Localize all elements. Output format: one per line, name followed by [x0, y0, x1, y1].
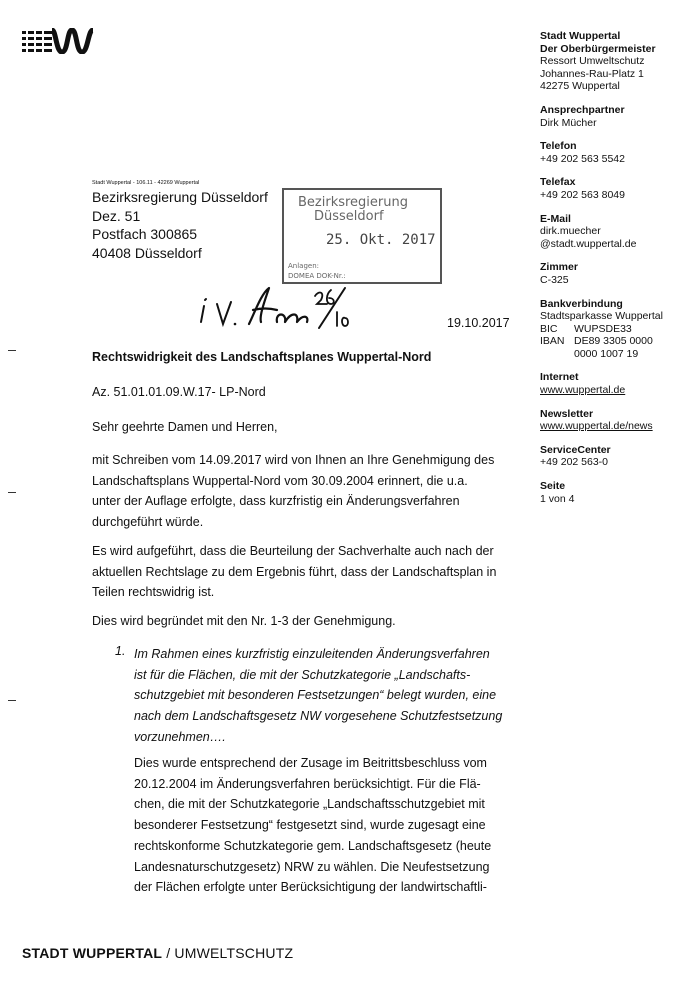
stamp-authority: Bezirksregierung — [298, 195, 408, 210]
text-line: Dies wird begründet mit den Nr. 1-3 der Genehmigung. — [92, 614, 396, 628]
service-block — [540, 444, 690, 469]
org-name: Stadt Wuppertal — [540, 30, 621, 42]
text-line: 20.12.2004 im Änderungsverfahren berücksichtigt. Für die Flä- — [134, 776, 481, 791]
contact-title: Ansprechpartner — [540, 103, 625, 116]
body-paragraph-3 — [92, 611, 396, 632]
bic-value: WUPSDE33 — [574, 322, 632, 335]
email-title: E-Mail — [540, 212, 571, 225]
return-address-line: Stadt Wuppertal - 106.11 - 42269 Wuppertal — [92, 180, 200, 186]
iban-row — [540, 335, 690, 348]
footer-city: STADT WUPPERTAL — [22, 945, 163, 961]
item-1-quote — [134, 644, 502, 748]
iban-row-2 — [540, 348, 690, 361]
newsletter-link[interactable]: www.wuppertal.de/news — [540, 420, 653, 433]
text-line: Es wird aufgeführt, dass die Beurteilung der Sachverhalte auch nach der — [92, 544, 494, 558]
page-value: 1 von 4 — [540, 492, 575, 505]
letter-footer — [22, 945, 293, 961]
item-number: 1. — [115, 644, 126, 658]
org-city: 42275 Wuppertal — [540, 80, 620, 93]
received-stamp — [282, 188, 442, 284]
greeting: Sehr geehrte Damen und Herren, — [92, 420, 278, 434]
item-1-response — [134, 753, 491, 898]
email-block — [540, 213, 690, 251]
phone-value: +49 202 563 5542 — [540, 152, 625, 165]
text-line: der Flächen erfolgte unter Berücksichtigung der landwirtschaftli- — [134, 880, 487, 895]
bank-block — [540, 298, 690, 361]
text-line: unter der Auflage erfolgte, dass kurzfristig ein Änderungsverfahren — [92, 494, 460, 509]
bic-row — [540, 323, 690, 336]
phone-block — [540, 140, 690, 165]
email-value-line-1[interactable]: dirk.muecher — [540, 225, 601, 238]
page-title: Seite — [540, 480, 566, 493]
bank-name: Stadtsparkasse Wuppertal — [540, 310, 663, 323]
letter-date: 19.10.2017 — [447, 316, 510, 330]
recipient-line: Dez. 51 — [92, 207, 141, 224]
stamp-city: Düsseldorf — [314, 209, 384, 224]
contact-block — [540, 104, 690, 129]
contact-value: Dirk Mücher — [540, 116, 597, 129]
recipient-address — [92, 188, 268, 262]
room-block — [540, 261, 690, 286]
bic-label: BIC — [540, 322, 558, 335]
text-line: Im Rahmen eines kurzfristig einzuleitenden Änderungsverfahren — [134, 647, 490, 661]
stamp-attachments: Anlagen: — [288, 262, 320, 270]
stamp-doc-number: DOMEA DOK-Nr.: — [288, 272, 346, 280]
recipient-line: 40408 Düsseldorf — [92, 244, 202, 261]
service-value: +49 202 563-0 — [540, 456, 609, 469]
fold-mark — [8, 350, 16, 351]
internet-block — [540, 371, 690, 396]
org-head: Der Oberbürgermeister — [540, 42, 656, 55]
stamp-date: 25. Okt. 2017 — [326, 232, 436, 248]
text-line: aktuellen Rechtslage zu dem Ergebnis führt, dass der Landschaftsplan in — [92, 564, 497, 579]
text-line: chen, die mit der Schutzkategorie „Landschaftsschutzgebiet mit — [134, 797, 485, 812]
newsletter-title: Newsletter — [540, 407, 594, 420]
letter-subject: Rechtswidrigkeit des Landschaftsplanes Wuppertal-Nord — [92, 350, 432, 364]
footer-separator: / — [162, 945, 175, 961]
room-title: Zimmer — [540, 261, 578, 274]
fax-title: Telefax — [540, 176, 576, 189]
email-value-line-2[interactable]: @stadt.wuppertal.de — [540, 237, 637, 250]
text-line: nach dem Landschaftsgesetz NW vorgesehene Schutzfestsetzung — [134, 709, 503, 724]
text-line: vorzunehmen…. — [134, 729, 226, 744]
iban-value-1: DE89 3305 0000 — [574, 335, 653, 348]
fax-value: +49 202 563 8049 — [540, 188, 625, 201]
text-line: besonderer Festsetzung“ festgesetzt sind, wurde zugesagt eine — [134, 818, 486, 833]
fold-mark — [8, 492, 16, 493]
internet-title: Internet — [540, 371, 579, 384]
body-paragraph-1 — [92, 450, 494, 533]
service-title: ServiceCenter — [540, 443, 611, 456]
recipient-line: Postfach 300865 — [92, 226, 198, 242]
recipient-line: Bezirksregierung Düsseldorf — [92, 189, 268, 205]
text-line: mit Schreiben vom 14.09.2017 wird von Ihnen an Ihre Genehmigung des — [92, 453, 495, 467]
text-line: Dies wurde entsprechend der Zusage im Beitrittsbeschluss vom — [134, 756, 487, 770]
org-street: Johannes-Rau-Platz 1 — [540, 67, 644, 80]
iban-label: IBAN — [540, 335, 565, 348]
text-line: Landschaftsplans Wuppertal-Nord vom 30.09.2004 erinnert, die u.a. — [92, 473, 468, 488]
text-line: Teilen rechtswidrig ist. — [92, 585, 215, 600]
room-value: C-325 — [540, 273, 569, 286]
phone-title: Telefon — [540, 140, 577, 153]
fold-mark — [8, 700, 16, 701]
text-line: durchgeführt würde. — [92, 515, 204, 530]
handwritten-signature — [195, 282, 370, 342]
org-block — [540, 30, 690, 93]
footer-department: UMWELTSCHUTZ — [174, 945, 294, 961]
iban-spacer — [540, 348, 574, 361]
body-paragraph-2 — [92, 541, 496, 603]
newsletter-block — [540, 408, 690, 433]
text-line: Landesnaturschutzgesetz) NRW zu wählen. Die Neufestsetzung — [134, 859, 490, 874]
bank-title: Bankverbindung — [540, 297, 623, 310]
internet-link[interactable]: www.wuppertal.de — [540, 384, 626, 397]
reference-number: Az. 51.01.01.09.W.17- LP-Nord — [92, 385, 266, 399]
org-dept: Ressort Umweltschutz — [540, 55, 645, 68]
text-line: rechtskonforme Schutzkategorie gem. Landschaftsgesetz (heute — [134, 838, 492, 853]
iban-value-2: 0000 1007 19 — [574, 347, 639, 360]
sender-info-sidebar — [540, 30, 690, 516]
fax-block — [540, 176, 690, 201]
page-block — [540, 480, 690, 505]
text-line: schutzgebiet mit besonderen Festsetzungen“ belegt wurden, eine — [134, 688, 497, 703]
stadt-wuppertal-logo-icon — [22, 28, 94, 54]
text-line: ist für die Flächen, die mit der Schutzkategorie „Landschafts- — [134, 667, 471, 682]
